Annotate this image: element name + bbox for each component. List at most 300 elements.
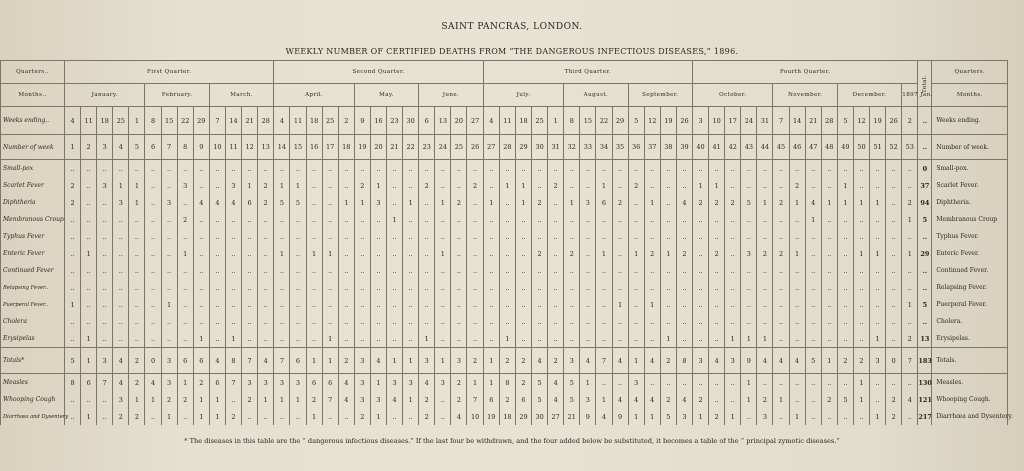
- cell: 5: [532, 374, 548, 392]
- cell: 1: [644, 194, 660, 211]
- cell: 4: [225, 194, 241, 211]
- cell: 1: [741, 374, 757, 392]
- cell: 2: [902, 194, 918, 211]
- cell: ..: [837, 245, 853, 262]
- cell: ..: [387, 313, 403, 330]
- disease-row: [1, 211, 1008, 228]
- cell: 1: [693, 177, 709, 194]
- cell: ..: [274, 408, 290, 425]
- right-row-label: Relapsing Fever.: [932, 279, 1008, 296]
- cell: ..: [612, 374, 628, 392]
- cell: ..: [242, 211, 258, 228]
- cell: 3: [97, 177, 113, 194]
- cell: ..: [676, 228, 692, 245]
- cell: 8: [564, 107, 580, 135]
- cell: ..: [258, 211, 274, 228]
- row-total: 5: [918, 296, 932, 313]
- cell: ..: [65, 313, 81, 330]
- right-row-label: Cholera.: [932, 313, 1008, 330]
- cell: ..: [145, 330, 161, 348]
- cell: 2: [725, 194, 741, 211]
- cell: 2: [451, 194, 467, 211]
- cell: ..: [580, 330, 596, 348]
- cell: ..: [322, 160, 338, 178]
- cell: ..: [499, 279, 515, 296]
- cell: ..: [773, 177, 789, 194]
- months-label: Months..: [1, 84, 65, 107]
- cell: ..: [338, 296, 354, 313]
- cell: 3: [354, 391, 370, 408]
- cell: 16: [306, 135, 322, 160]
- cell: ..: [725, 391, 741, 408]
- cell: ..: [902, 262, 918, 279]
- cell: ..: [693, 374, 709, 392]
- cell: 6: [242, 194, 258, 211]
- cell: ..: [354, 245, 370, 262]
- cell: ..: [290, 245, 306, 262]
- cell: 2: [660, 348, 676, 374]
- row-label: Puerperal Fever..: [1, 296, 65, 313]
- cell: ..: [548, 245, 564, 262]
- cell: ..: [435, 408, 451, 425]
- cell: ..: [886, 279, 902, 296]
- row-total: 0: [918, 160, 932, 178]
- cell: ..: [451, 313, 467, 330]
- cell: 24: [741, 107, 757, 135]
- cell: 8: [676, 348, 692, 374]
- cell: ..: [290, 313, 306, 330]
- cell: 1: [757, 194, 773, 211]
- cell: ..: [564, 211, 580, 228]
- cell: 3: [97, 348, 113, 374]
- cell: 42: [725, 135, 741, 160]
- cell: ..: [403, 262, 419, 279]
- row-total: 13: [918, 330, 932, 348]
- cell: ..: [789, 313, 805, 330]
- right-row-label: Scarlet Fever.: [932, 177, 1008, 194]
- cell: ..: [741, 296, 757, 313]
- cell: ..: [564, 313, 580, 330]
- cell: ..: [65, 262, 81, 279]
- row-label: Cholera: [1, 313, 65, 330]
- cell: ..: [644, 160, 660, 178]
- cell: 2: [467, 348, 483, 374]
- cell: 3: [242, 374, 258, 392]
- cell: ..: [81, 160, 97, 178]
- cell: ..: [789, 330, 805, 348]
- cell: ..: [837, 262, 853, 279]
- cell: 4: [757, 348, 773, 374]
- cell: 1: [628, 245, 644, 262]
- cell: ..: [467, 262, 483, 279]
- cell: ..: [709, 313, 725, 330]
- cell: ..: [548, 296, 564, 313]
- cell: 3: [693, 107, 709, 135]
- cell: ..: [709, 211, 725, 228]
- row-total: ..: [918, 279, 932, 296]
- cell: 28: [258, 107, 274, 135]
- cell: 19: [483, 408, 499, 425]
- cell: 3: [676, 408, 692, 425]
- cell: 19: [354, 135, 370, 160]
- cell: 41: [709, 135, 725, 160]
- cell: 1: [225, 330, 241, 348]
- cell: ..: [580, 211, 596, 228]
- cell: ..: [370, 245, 386, 262]
- cell: 1: [322, 245, 338, 262]
- cell: ..: [821, 160, 837, 178]
- cell: ..: [805, 279, 821, 296]
- cell: ..: [65, 391, 81, 408]
- cell: 2: [837, 348, 853, 374]
- disease-row: [1, 177, 1008, 194]
- cell: 3: [435, 374, 451, 392]
- cell: ..: [741, 228, 757, 245]
- cell: ..: [129, 228, 145, 245]
- cell: ..: [789, 296, 805, 313]
- cell: ..: [676, 374, 692, 392]
- cell: ..: [612, 177, 628, 194]
- cell: 7: [209, 107, 225, 135]
- cell: ..: [225, 296, 241, 313]
- cell: 4: [676, 194, 692, 211]
- cell: 27: [467, 107, 483, 135]
- cell: ..: [467, 194, 483, 211]
- cell: ..: [725, 228, 741, 245]
- cell: ..: [81, 262, 97, 279]
- cell: ..: [322, 177, 338, 194]
- cell: 6: [81, 374, 97, 392]
- cell: 11: [499, 107, 515, 135]
- cell: ..: [193, 228, 209, 245]
- cell: 1: [596, 245, 612, 262]
- cell: ..: [870, 374, 886, 392]
- cell: ..: [419, 160, 435, 178]
- cell: ..: [870, 279, 886, 296]
- cell: 3: [274, 374, 290, 392]
- cell: 23: [419, 135, 435, 160]
- cell: 2: [709, 408, 725, 425]
- cell: 27: [548, 408, 564, 425]
- row-label: Membranous Croup: [1, 211, 65, 228]
- cell: ..: [274, 211, 290, 228]
- cell: ..: [532, 330, 548, 348]
- cell: ..: [499, 245, 515, 262]
- cell: ..: [65, 330, 81, 348]
- cell: ..: [596, 279, 612, 296]
- cell: ..: [660, 194, 676, 211]
- cell: ..: [193, 296, 209, 313]
- cell: 2: [709, 245, 725, 262]
- cell: ..: [435, 228, 451, 245]
- cell: ..: [741, 408, 757, 425]
- cell: ..: [741, 160, 757, 178]
- cell: ..: [338, 245, 354, 262]
- cell: 2: [902, 107, 918, 135]
- cell: 5: [660, 408, 676, 425]
- cell: 1: [644, 296, 660, 313]
- cell: 4: [612, 348, 628, 374]
- cell: ..: [209, 279, 225, 296]
- cell: ..: [483, 330, 499, 348]
- cell: 1: [789, 194, 805, 211]
- cell: ..: [596, 296, 612, 313]
- cell: 2: [773, 245, 789, 262]
- cell: ..: [129, 262, 145, 279]
- cell: 2: [693, 391, 709, 408]
- cell: ..: [773, 211, 789, 228]
- cell: ..: [870, 391, 886, 408]
- cell: ..: [902, 374, 918, 392]
- disease-row: [1, 262, 1008, 279]
- row-label: Erysipelas: [1, 330, 65, 348]
- cell: ..: [725, 374, 741, 392]
- cell: ..: [676, 296, 692, 313]
- cell: ..: [660, 374, 676, 392]
- cell: 44: [757, 135, 773, 160]
- right-months-label: Months.: [932, 84, 1008, 107]
- right-row-label: Diarrhœa and Dysentery.: [932, 408, 1008, 425]
- cell: ..: [660, 228, 676, 245]
- cell: 22: [177, 107, 193, 135]
- cell: ..: [435, 262, 451, 279]
- cell: ..: [805, 391, 821, 408]
- cell: 1: [387, 211, 403, 228]
- cell: 25: [451, 135, 467, 160]
- cell: ..: [258, 245, 274, 262]
- cell: 2: [676, 245, 692, 262]
- cell: 7: [97, 374, 113, 392]
- cell: ..: [837, 374, 853, 392]
- cell: 17: [322, 135, 338, 160]
- total-header: Total.: [918, 61, 932, 107]
- right-row-label: Enteric Fever.: [932, 245, 1008, 262]
- cell: 6: [193, 348, 209, 374]
- cell: ..: [451, 245, 467, 262]
- cell: ..: [161, 228, 177, 245]
- cell: ..: [403, 279, 419, 296]
- cell: ..: [660, 313, 676, 330]
- cell: ..: [451, 211, 467, 228]
- cell: ..: [306, 330, 322, 348]
- cell: ..: [805, 228, 821, 245]
- cell: ..: [499, 211, 515, 228]
- cell: ..: [129, 160, 145, 178]
- cell: ..: [258, 279, 274, 296]
- cell: ..: [451, 279, 467, 296]
- cell: 10: [467, 408, 483, 425]
- row-total: 217: [918, 408, 932, 425]
- cell: 1: [483, 194, 499, 211]
- cell: ..: [532, 296, 548, 313]
- right-row-label: Totals.: [932, 348, 1008, 374]
- cell: ..: [177, 228, 193, 245]
- cell: 3: [403, 374, 419, 392]
- cell: ..: [65, 408, 81, 425]
- cell: ..: [789, 279, 805, 296]
- cell: 6: [515, 391, 531, 408]
- cell: 20: [370, 135, 386, 160]
- cell: ..: [499, 160, 515, 178]
- footnote: * The diseases in this table are the “ dangerous infectious diseases.” If the last four be withdrawn, and the four added below be substituted, it becomes a table of the “ principal zymotic diseases.”: [184, 437, 840, 445]
- cell: 7: [225, 374, 241, 392]
- cell: 30: [532, 135, 548, 160]
- cell: ..: [596, 313, 612, 330]
- cell: ..: [306, 296, 322, 313]
- cell: ..: [693, 160, 709, 178]
- cell: ..: [870, 262, 886, 279]
- cell: 21: [564, 408, 580, 425]
- cell: 2: [548, 177, 564, 194]
- cell: 1: [902, 245, 918, 262]
- cell: ..: [193, 313, 209, 330]
- cell: ..: [435, 296, 451, 313]
- cell: ..: [242, 330, 258, 348]
- cell: ..: [435, 160, 451, 178]
- disease-row: [1, 245, 1008, 262]
- cell: 2: [789, 177, 805, 194]
- cell: ..: [886, 296, 902, 313]
- cell: 29: [612, 107, 628, 135]
- cell: ..: [676, 177, 692, 194]
- row-label: Small-pox: [1, 160, 65, 178]
- cell: ..: [483, 211, 499, 228]
- cell: ..: [676, 211, 692, 228]
- cell: ..: [805, 313, 821, 330]
- cell: 1: [725, 330, 741, 348]
- cell: 5: [837, 107, 853, 135]
- cell: 2: [644, 245, 660, 262]
- cell: ..: [853, 211, 869, 228]
- cell: ..: [387, 160, 403, 178]
- cell: ..: [258, 160, 274, 178]
- cell: 1: [564, 194, 580, 211]
- cell: ..: [853, 160, 869, 178]
- row-total: ..: [918, 107, 932, 135]
- cell: ..: [161, 330, 177, 348]
- cell: ..: [97, 313, 113, 330]
- cell: ..: [338, 313, 354, 330]
- cell: 1: [789, 245, 805, 262]
- cell: ..: [145, 194, 161, 211]
- cell: ..: [805, 177, 821, 194]
- cell: ..: [161, 160, 177, 178]
- cell: ..: [113, 330, 129, 348]
- cell: ..: [886, 194, 902, 211]
- cell: 53: [902, 135, 918, 160]
- cell: ..: [805, 245, 821, 262]
- cell: ..: [805, 262, 821, 279]
- cell: ..: [564, 160, 580, 178]
- cell: 1: [837, 177, 853, 194]
- cell: 5: [129, 135, 145, 160]
- cell: ..: [596, 211, 612, 228]
- cell: ..: [370, 313, 386, 330]
- cell: ..: [709, 262, 725, 279]
- row-total: ..: [918, 228, 932, 245]
- cell: ..: [387, 408, 403, 425]
- cell: ..: [145, 408, 161, 425]
- cell: 2: [225, 408, 241, 425]
- right-row-label: Weeks ending.: [932, 107, 1008, 135]
- cell: ..: [741, 177, 757, 194]
- row-total: ..: [918, 262, 932, 279]
- cell: ..: [644, 313, 660, 330]
- cell: 1: [81, 408, 97, 425]
- cell: 4: [338, 374, 354, 392]
- cell: ..: [821, 262, 837, 279]
- cell: 3: [113, 194, 129, 211]
- cell: 2: [853, 348, 869, 374]
- cell: 4: [548, 391, 564, 408]
- cell: 2: [113, 408, 129, 425]
- cell: 18: [515, 107, 531, 135]
- cell: ..: [870, 211, 886, 228]
- cell: 1: [274, 391, 290, 408]
- cell: ..: [242, 296, 258, 313]
- right-row-label: Continued Fever.: [932, 262, 1008, 279]
- cell: ..: [97, 330, 113, 348]
- cell: ..: [483, 296, 499, 313]
- quarter-header: Fourth Quarter.: [693, 61, 918, 84]
- cell: 27: [483, 135, 499, 160]
- cell: 29: [515, 135, 531, 160]
- cell: 5: [628, 107, 644, 135]
- cell: ..: [532, 160, 548, 178]
- cell: ..: [853, 279, 869, 296]
- cell: ..: [113, 211, 129, 228]
- cell: ..: [65, 160, 81, 178]
- quarter-header: First Quarter.: [65, 61, 274, 84]
- cell: ..: [81, 296, 97, 313]
- cell: ..: [837, 160, 853, 178]
- cell: 2: [821, 391, 837, 408]
- cell: 1: [870, 245, 886, 262]
- cell: ..: [451, 262, 467, 279]
- cell: ..: [725, 160, 741, 178]
- cell: ..: [161, 262, 177, 279]
- cell: 3: [161, 348, 177, 374]
- cell: ..: [902, 177, 918, 194]
- cell: 4: [419, 374, 435, 392]
- cell: ..: [532, 211, 548, 228]
- cell: ..: [403, 296, 419, 313]
- cell: 4: [789, 348, 805, 374]
- cell: 2: [306, 391, 322, 408]
- cell: 1: [741, 391, 757, 408]
- cell: 14: [789, 107, 805, 135]
- cell: ..: [145, 177, 161, 194]
- cell: ..: [725, 211, 741, 228]
- cell: 6: [306, 374, 322, 392]
- row-total: 5: [918, 211, 932, 228]
- cell: ..: [693, 245, 709, 262]
- cell: ..: [419, 194, 435, 211]
- cell: ..: [837, 228, 853, 245]
- row-total: 37: [918, 177, 932, 194]
- cell: ..: [837, 296, 853, 313]
- cell: 8: [177, 135, 193, 160]
- cell: 2: [612, 194, 628, 211]
- cell: 1: [306, 408, 322, 425]
- cell: 6: [290, 348, 306, 374]
- cell: 3: [177, 177, 193, 194]
- month-header: August.: [564, 84, 628, 107]
- cell: 49: [837, 135, 853, 160]
- cell: 1: [370, 408, 386, 425]
- cell: ..: [773, 296, 789, 313]
- cell: ..: [644, 330, 660, 348]
